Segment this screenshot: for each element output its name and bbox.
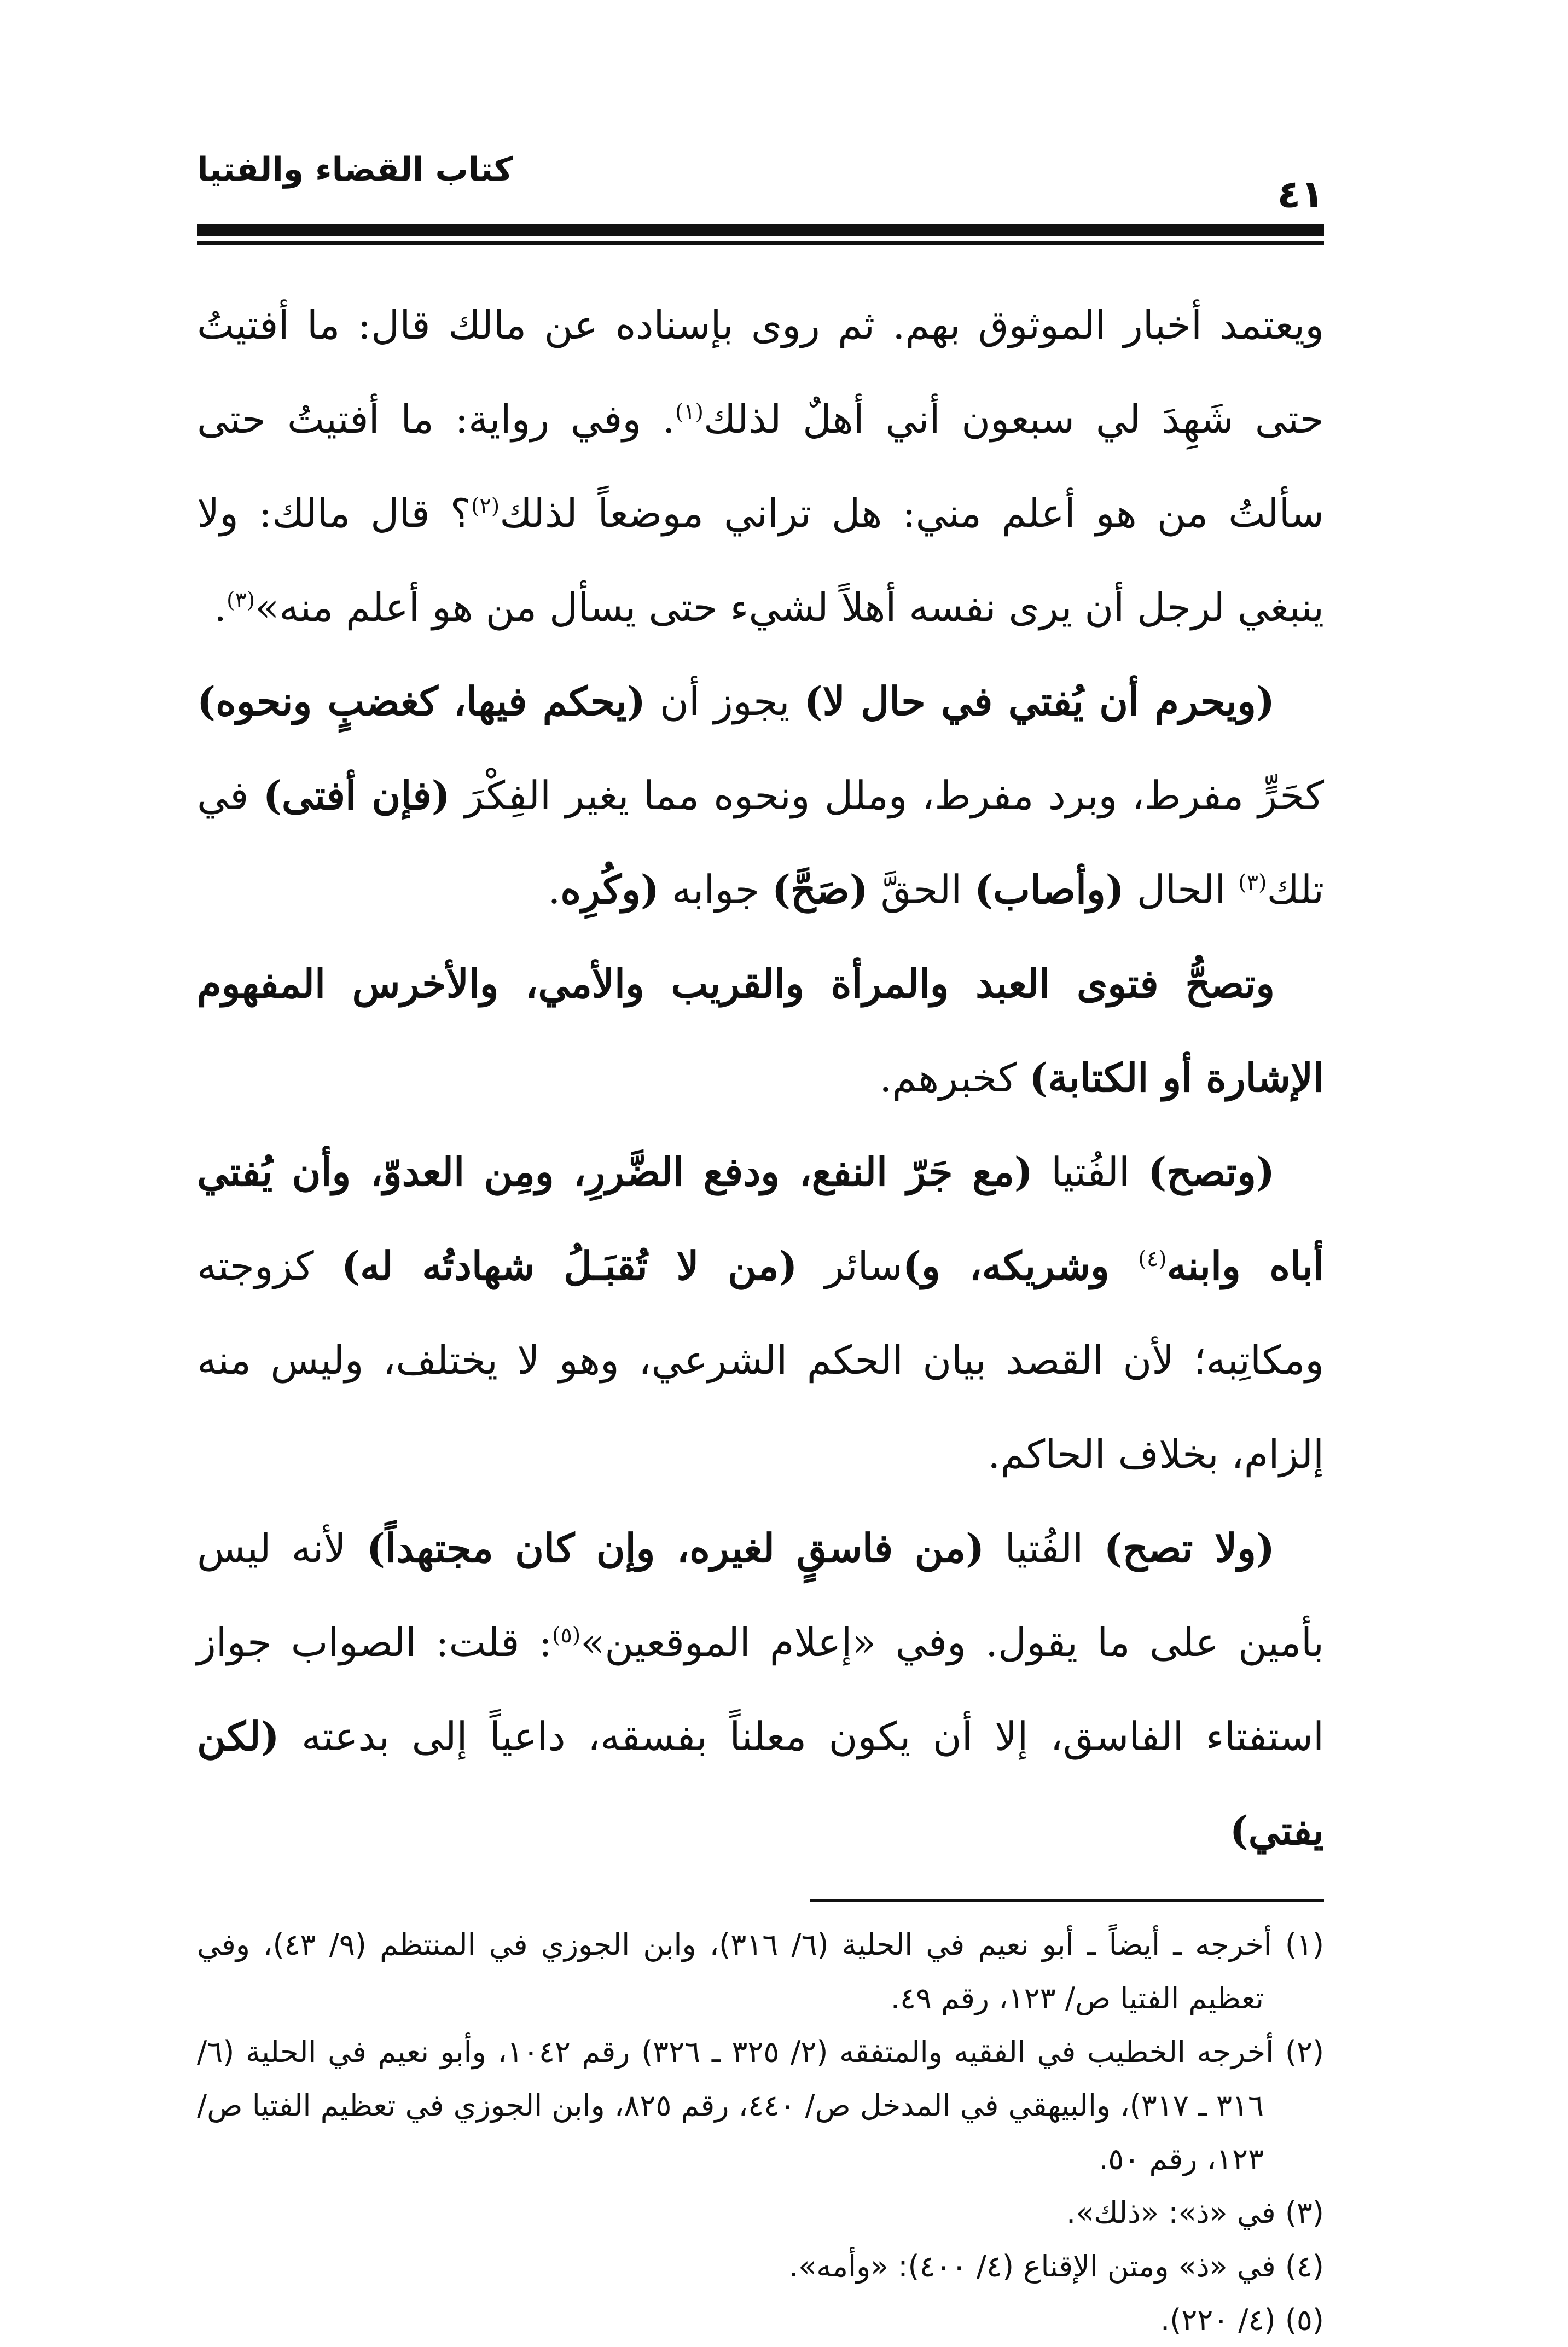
header-rule-thin (197, 241, 1324, 245)
page-header (197, 148, 1324, 224)
text-span: كخبرهم. (879, 1055, 1030, 1101)
book-page (197, 148, 1324, 2347)
running-title: كتاب القضاء والفتيا (197, 150, 513, 189)
text-span: الفُتيا (1032, 1149, 1148, 1195)
bold-span: وتصحُّ فتوى العبد والمرأة والقريب والأمي، والأخرس المفهوم الإشارة أو الكتابة) (197, 960, 1324, 1101)
bold-span: (وكُرِه (560, 866, 659, 913)
footnote-ref: (١) (675, 399, 704, 425)
text-span: في تلك (197, 772, 1324, 913)
bold-span: وشريكه، و) (902, 1242, 1139, 1289)
text-span: . (214, 584, 227, 630)
bold-span: (صَحَّ) (772, 866, 868, 913)
bold-span: (ويحرم أن يُفتي في حال لا) (804, 678, 1275, 724)
text-span: كحَرٍّ مفرط، وبرد مفرط، وملل ونحوه مما يغير الفِكْرَ (450, 772, 1324, 818)
text-span: . وفي رواية: ما أفتيتُ حتى سألتُ من هو أعلم مني: هل تراني موضعاً لذلك (197, 396, 1324, 536)
footnote-1: (١) أخرجه ـ أيضاً ـ أبو نعيم في الحلية (٦/ ٣١٦)، وابن الجوزي في المنتظم (٩/ ٤٣)، وفي تعظيم الفتيا ص/ ١٢٣، رقم ٤٩. (197, 1927, 1325, 2015)
footnote-5: (٥) (٤/ ٢٢٠). (1160, 2303, 1324, 2337)
footnote-ref: (٢) (471, 493, 500, 519)
footnote-separator (810, 1899, 1324, 1902)
paragraph-3 (197, 937, 1324, 1125)
paragraph-5 (197, 1501, 1324, 1878)
text-span: الحقَّ (868, 867, 975, 913)
footnote-2: (٢) أخرجه الخطيب في الفقيه والمتفقه (٢/ ٣٢٥ ـ ٣٢٦) رقم ١٠٤٢، وأبو نعيم في الحلية (٦/ ٣١٦ ـ ٣١٧)، والبيهقي في المدخل ص/ ٤٤٠، رقم ٨٢٥، وابن الجوزي في تعظيم الفتيا ص/ ١٢٣، رقم ٥٠. (197, 2035, 1325, 2176)
page-number: ٤١ (1277, 172, 1324, 217)
text-span: كزوجته ومكاتِبه؛ لأن القصد بيان الحكم الشرعي، وهو لا يختلف، وليس منه إلزام، بخلاف الحاكم. (197, 1243, 1324, 1477)
footnote-ref: (٤) (1138, 1246, 1167, 1271)
text-span: الحال (1124, 867, 1239, 913)
text-span: : قلت: الصواب جواز استفتاء الفاسق، إلا أن يكون معلناً بفسقه، داعياً إلى بدعته (197, 1619, 1324, 1759)
paragraph-1 (197, 278, 1324, 654)
text-span: ؟ قال مالك: ولا ينبغي لرجل أن يرى نفسه أهلاً لشيء حتى يسأل من هو أعلم منه» (197, 490, 1324, 630)
paragraph-4 (197, 1125, 1324, 1501)
footnotes (197, 1918, 1324, 2347)
footnote-ref: (٣) (1238, 870, 1267, 895)
text-span: الفُتيا (984, 1525, 1104, 1571)
footnote-ref: (٣) (227, 588, 255, 613)
footnote-ref: (٥) (551, 1623, 581, 1648)
paragraph-2 (197, 654, 1324, 937)
text-span: جوابه (659, 867, 773, 913)
footnote-4: (٤) في «ذ» ومتن الإقناع (٤/ ٤٠٠): «وأمه». (789, 2249, 1324, 2284)
bold-span: (لكن يفتي) (197, 1713, 1324, 1854)
text-span: سائر (797, 1243, 903, 1289)
footnote-3: (٣) في «ذ»: «ذلك». (1066, 2195, 1324, 2230)
bold-span: (ولا تصح) (1104, 1525, 1275, 1571)
text-span: يجوز أن (645, 678, 804, 724)
header-rule-thick (197, 224, 1324, 236)
bold-span: (وتصح) (1148, 1148, 1275, 1195)
bold-span: (مع جَرّ النفع، ودفع الضَّررِ، ومِن العدوّ، وأن يُفتي أباه وابنه (197, 1148, 1325, 1289)
bold-span: (من لا تُقبَـلُ شهادتُه له) (341, 1242, 798, 1289)
text-span: ويعتمد أخبار الموثوق بهم. ثم روى بإسناده عن مالك قال: ما أفتيتُ حتى شَهِدَ لي سبعون أني أهلٌ لذلك (197, 302, 1324, 442)
bold-span: (يحكم فيها، كغضبٍ ونحوه) (197, 678, 646, 724)
bold-span: (فإن أفتى) (263, 772, 450, 818)
text-span: . (548, 867, 561, 913)
bold-span: (من فاسقٍ لغيره، وإن كان مجتهداً) (366, 1525, 985, 1571)
text-span: لأنه ليس بأمين على ما يقول. وفي «إعلام الموقعين» (197, 1525, 1324, 1665)
bold-span: (وأصاب) (974, 866, 1124, 913)
main-text (197, 278, 1324, 1878)
